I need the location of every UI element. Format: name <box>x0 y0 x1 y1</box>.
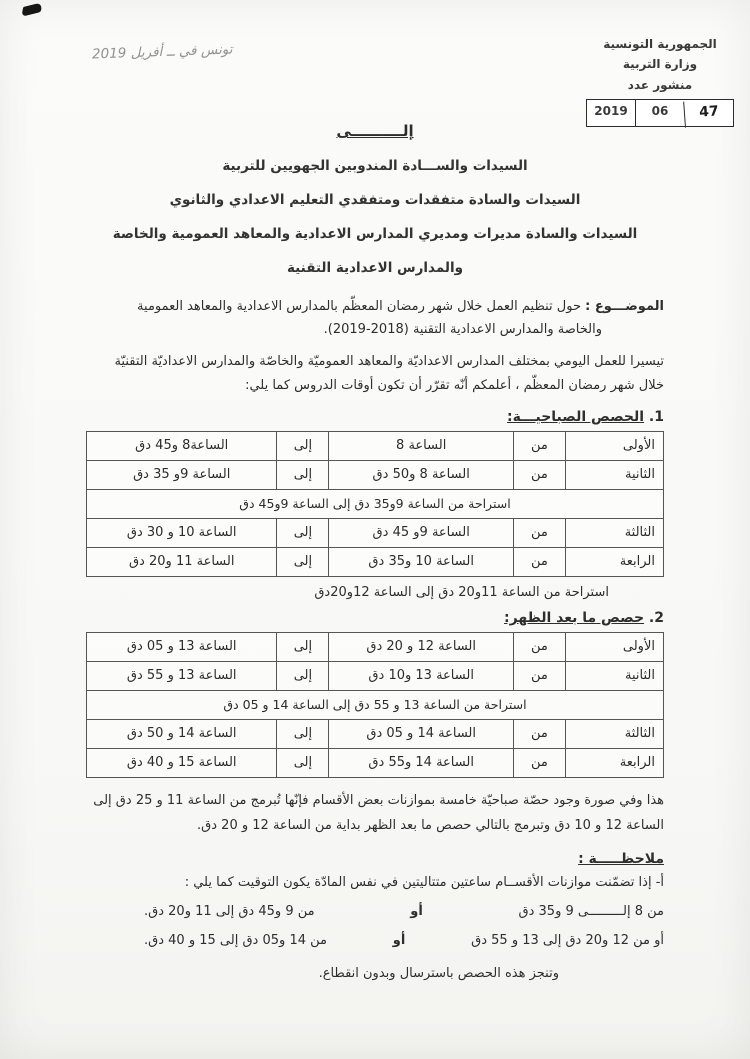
timing-line-2 <box>86 933 664 948</box>
timing-2-left: من 14 و05 دق إلى 15 و 40 دق. <box>144 932 327 948</box>
subject-text: حول تنظيم العمل خلال شهر رمضان المعظّم بالمدارس الاعدادية والمعاهد العمومية <box>137 299 581 314</box>
to-time-cell: الساعة 11 و20 دق <box>87 547 277 576</box>
afternoon-break-cell: استراحة من الساعة 13 و 55 دق إلى الساعة 14 و 05 دق <box>87 690 664 719</box>
morning-heading-number: 1. <box>648 408 664 425</box>
from-label-cell: من <box>514 632 566 661</box>
date-month: 06 <box>635 100 684 126</box>
table-row <box>87 460 664 489</box>
to-label-cell: إلى <box>277 661 329 690</box>
from-label-cell: من <box>514 431 566 460</box>
intro-paragraph: تيسيرا للعمل اليومي بمختلف المدارس الاعداديّة والمعاهد العموميّة والخاصّة والمدارس الاعداديّة التقنيّة خلال شهر رمضان المعظّم ، أعلمكم أنّه تقرّر أن تكون أوقات الدروس كما يلي: <box>114 353 664 394</box>
table-row <box>87 632 664 661</box>
table-row <box>87 547 664 576</box>
from-label-cell: من <box>514 547 566 576</box>
table-row <box>87 661 664 690</box>
circular-number-label: منشور عدد <box>627 77 693 92</box>
break-row <box>87 489 664 518</box>
note-heading: ملاحظـــــة : <box>578 850 664 867</box>
afternoon-heading-number: 2. <box>648 609 664 626</box>
afternoon-sessions-table <box>86 632 664 778</box>
break-row <box>87 690 664 719</box>
to-heading: إلــــــــــى <box>336 122 414 140</box>
subject-line <box>86 296 664 319</box>
from-label-cell: من <box>514 518 566 547</box>
session-name-cell: الثالثة <box>565 518 663 547</box>
timing-2-or: أو <box>392 932 406 948</box>
table-row <box>87 719 664 748</box>
date-year: 2019 <box>594 104 628 119</box>
fifth-session-paragraph: هذا وفي صورة وجود حصّة صباحيّة خامسة بموازنات بعض الأقسام فإنّها تُبرمج من الساعة 11 و 25 دق إلى الساعة 12 و 10 دق وتبرمج بالتالي حصص ما بعد الظهر بداية من الساعة 12 و 20 دق. <box>93 792 664 834</box>
from-label-cell: من <box>514 719 566 748</box>
session-name-cell: الأولى <box>565 632 663 661</box>
date-stamp-box <box>586 99 734 127</box>
from-time-cell: الساعة 14 و 05 دق <box>329 719 514 748</box>
note-item-a: أ- إذا تضمّنت موازنات الأقســام ساعتين متتاليتين في نفس المادّة يكون التوقيت كما يلي : <box>184 874 664 890</box>
to-label-cell: إلى <box>277 719 329 748</box>
from-label-cell: من <box>514 748 566 777</box>
addressee-line-4: والمدارس الاعدادية التقنية <box>286 260 463 276</box>
from-time-cell: الساعة 10 و35 دق <box>329 547 514 576</box>
to-time-cell: الساعة 9و 35 دق <box>87 460 277 489</box>
subject-label: الموضـــوع : <box>585 299 664 314</box>
afternoon-sessions-heading <box>86 610 664 626</box>
subject-line-2: والخاصة والمدارس الاعدادية التقنية (2018-2019). <box>323 321 602 337</box>
session-name-cell: الرابعة <box>565 547 663 576</box>
to-label-cell: إلى <box>277 632 329 661</box>
timing-1-left: من 9 و45 دق إلى 11 و20 دق. <box>144 903 315 919</box>
timing-1-or: أو <box>410 903 423 919</box>
to-label-cell: إلى <box>277 748 329 777</box>
session-name-cell: الثانية <box>565 661 663 690</box>
scan-corner-mark <box>21 2 42 17</box>
addressee-line-1: السيدات والســـادة المندوبين الجهويين للتربية <box>222 158 528 174</box>
morning-sessions-heading <box>86 409 664 425</box>
republic-line: الجمهورية التونسية <box>603 37 717 51</box>
addressee-line-3: السيدات والسادة مديرات ومديري المدارس الاعدادية والمعاهد العمومية والخاصة <box>112 226 638 242</box>
to-time-cell: الساعة 15 و 40 دق <box>87 748 277 777</box>
from-time-cell: الساعة 13 و10 دق <box>329 661 514 690</box>
morning-sessions-table <box>86 431 664 577</box>
from-time-cell: الساعة 12 و 20 دق <box>329 632 514 661</box>
from-time-cell: الساعة 8 و50 دق <box>329 460 514 489</box>
morning-break-cell: استراحة من الساعة 9و35 دق إلى الساعة 9و45 دق <box>87 489 664 518</box>
to-time-cell: الساعة 14 و 50 دق <box>87 719 277 748</box>
from-time-cell: الساعة 9و 45 دق <box>329 518 514 547</box>
from-time-cell: الساعة 14 و55 دق <box>329 748 514 777</box>
date-day-handwritten: 47 <box>683 98 734 127</box>
to-label-cell: إلى <box>277 460 329 489</box>
to-time-cell: الساعة 13 و 05 دق <box>87 632 277 661</box>
to-label-cell: إلى <box>277 431 329 460</box>
session-name-cell: الرابعة <box>565 748 663 777</box>
closing-line: وتنجز هذه الحصص باسترسال وبدون انقطاع. <box>318 965 559 981</box>
to-time-cell: الساعة 10 و 30 دق <box>87 518 277 547</box>
from-time-cell: الساعة 8 <box>329 431 514 460</box>
ministry-header <box>580 34 740 127</box>
table-row <box>87 748 664 777</box>
to-label-cell: إلى <box>277 518 329 547</box>
table-row <box>87 431 664 460</box>
handwritten-city-date: تونس في ــ أفريل 2019 <box>91 41 233 63</box>
session-name-cell: الثانية <box>565 460 663 489</box>
afternoon-heading-text: حصص ما بعد الظهر: <box>504 609 645 626</box>
from-label-cell: من <box>514 460 566 489</box>
table-row <box>87 518 664 547</box>
addressee-line-2: السيدات والسادة متفقدات ومتفقدي التعليم الاعدادي والثانوي <box>169 192 581 208</box>
session-name-cell: الثالثة <box>565 719 663 748</box>
from-label-cell: من <box>514 661 566 690</box>
timing-2-right: أو من 12 و20 دق إلى 13 و 55 دق <box>471 932 664 948</box>
session-name-cell: الأولى <box>565 431 663 460</box>
midday-break-note: استراحة من الساعة 11و20 دق إلى الساعة 12و20دق <box>314 584 609 600</box>
morning-heading-text: الحصص الصباحيـــة: <box>507 408 645 425</box>
to-time-cell: الساعة8 و45 دق <box>87 431 277 460</box>
timing-1-right: من 8 إلـــــــــى 9 و35 دق <box>518 903 664 919</box>
to-label-cell: إلى <box>277 547 329 576</box>
ministry-line: وزارة التربية <box>622 57 698 72</box>
timing-line-1 <box>86 904 664 919</box>
to-time-cell: الساعة 13 و 55 دق <box>87 661 277 690</box>
